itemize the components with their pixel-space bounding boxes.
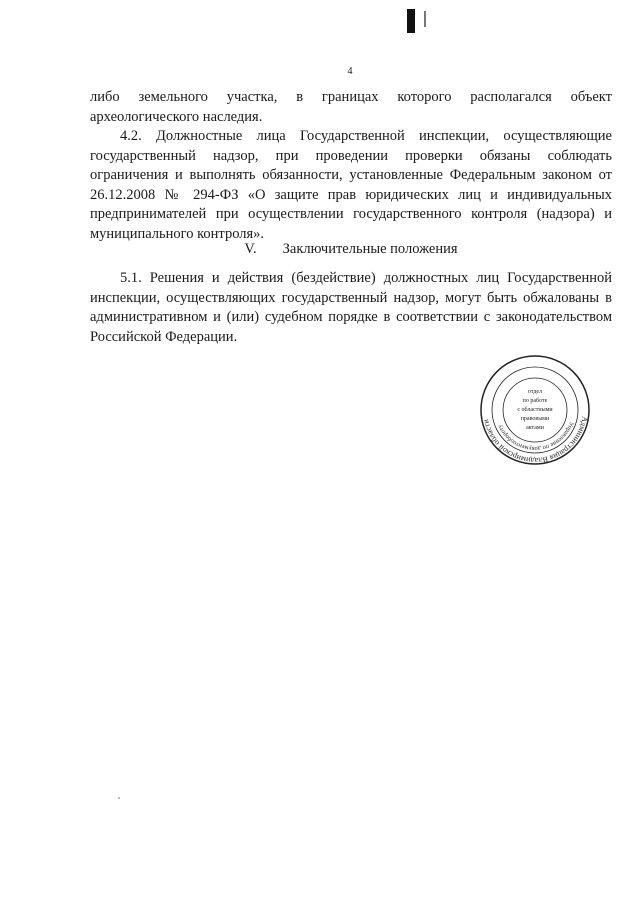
text-line: ограничения и выполнять обязанности, установленные Федеральным законом от xyxy=(90,167,612,183)
registration-mark xyxy=(407,9,415,33)
stamp-seal xyxy=(480,355,590,465)
stamp-outer-text: Администрация Владимирской области xyxy=(480,415,590,465)
section-number: V. xyxy=(244,241,257,257)
scan-speck xyxy=(118,797,120,799)
paragraph-continuation xyxy=(90,88,612,127)
text-line: административном и (или) судебном порядке в соответствии с законодательством xyxy=(90,309,612,325)
text-line: муниципального контроля». xyxy=(90,225,265,242)
text-line: инспекции, осуществляющих государственный надзор, могут быть обжалованы в xyxy=(90,289,612,306)
paragraph-4-2 xyxy=(90,127,612,244)
text-line: либо земельного участка, в границах которого располагался объект xyxy=(90,89,612,105)
page-number: 4 xyxy=(347,66,353,77)
text-line: государственный надзор, при проведении проверки обязаны соблюдать xyxy=(90,147,612,164)
text-line: предпринимателей при осуществлении государственного контроля (надзора) и xyxy=(90,206,612,222)
text-line: археологического наследия. xyxy=(90,108,263,125)
stamp-center-line: отдел xyxy=(527,389,543,395)
section-heading xyxy=(90,241,612,258)
registration-mark-thin xyxy=(424,11,426,27)
text-line: Российской Федерации. xyxy=(90,328,238,345)
stamp-center-line: правовыми xyxy=(520,416,550,422)
section-title: Заключительные положения xyxy=(282,241,458,257)
stamp-center-line: актами xyxy=(526,425,544,431)
stamp-center-line: по работе xyxy=(522,398,548,404)
text-line: 5.1. Решения и действия (бездействие) должностных лиц Государственной xyxy=(120,270,612,286)
stamp-inner-text: Управление по документообороту xyxy=(496,420,575,453)
stamp-center-line: с областными xyxy=(517,407,553,413)
text-line: 26.12.2008 № 294-ФЗ «О защите прав юридических лиц и индивидуальных xyxy=(90,186,612,203)
paragraph-5-1 xyxy=(90,269,612,347)
text-line: 4.2. Должностные лица Государственной инспекции, осуществляющие xyxy=(120,128,612,144)
